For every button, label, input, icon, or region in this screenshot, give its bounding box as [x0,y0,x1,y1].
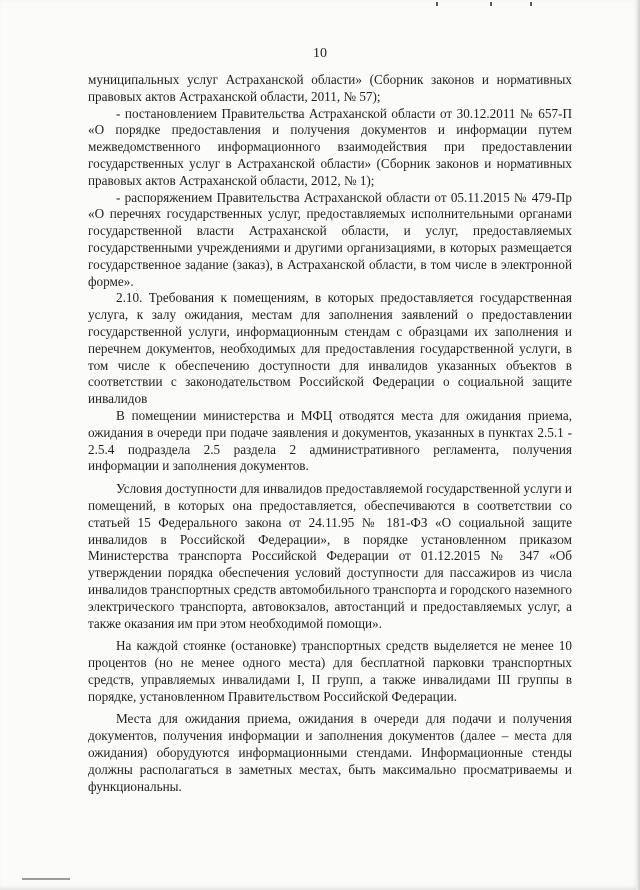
scan-marks-top [380,2,560,12]
paragraph-3: - распоряжением Правительства Астраханской области от 05.11.2015 № 479-Пр «О перечнях государственных услуг, предоставляемых исполнительными органами государственной власти Астраханской области, и услуг, предоставляемых государственными учреждениями и другими организациями, в которых размещается государственное задание (заказ), в Астраханской области, в том числе в электронной форме». [88,189,572,289]
paragraph-6: Условия доступности для инвалидов предоставляемой государственной услуги и помещений, в которых она предоставляется, обеспечиваются в соответствии со статьей 15 Федерального закона от 24.11.95 № 181-ФЗ «О социальной защите инвалидов в Российской Федерации», в порядке установленном приказом Министерства транспорта Российской Федерации от 01.12.2015 № 347 «Об утверждении порядка обеспечения условий доступности для пассажиров из числа инвалидов транспортных средств автомобильного транспорта и городского наземного электрического транспорта, автовокзалов, автостанций и предоставляемых услуг, а также оказания им при этом необходимой помощи». [88,481,572,631]
document-body [88,72,572,795]
page-number: 10 [313,46,327,61]
paragraph-5: В помещении министерства и МФЦ отводятся места для ожидания приема, ожидания в очереди при подаче заявления и документов, указанных в пунктах 2.5.1 - 2.5.4 подраздела 2.5 раздела 2 административного регламента, получения информации и заполнения документов. [88,407,572,474]
section-2-10-heading: 2.10. Требования к помещениям, в которых предоставляется государственная услуга, к залу ожидания, местам для заполнения заявлений о предоставлении государственной услуги, информационным стендам с образцами их заполнения и перечнем документов, необходимых для предоставления государственной услуги, в том числе к обеспечению доступности для инвалидов указанных объектов в соответствии с законодательством Российской Федерации о социальной защите инвалидов [88,290,572,407]
paragraph-8: Места для ожидания приема, ожидания в очереди для подачи и получения документов, получения информации и заполнения документов (далее – места для ожидания) оборудуются информационными стендами. Информационные стенды должны располагаться в заметных местах, быть максимально просматриваемы и функциональны. [88,711,572,794]
paragraph-7: На каждой стоянке (остановке) транспортных средств выделяется не менее 10 процентов (но не менее одного места) для бесплатной парковки транспортных средств, управляемых инвалидами I, II групп, а также инвалидами III группы в порядке, установленном Правительством Российской Федерации. [88,638,572,704]
paragraph-2: - постановлением Правительства Астраханской области от 30.12.2011 № 657-П «О порядке предоставления и получения документов и информации путем межведомственного информационного взаимодействия при предоставлении государственных услуг в Астраханской области» (Сборник законов и нормативных правовых актов Астраханской области, 2012, № 1); [88,105,572,188]
scan-mark-bottom [22,878,70,880]
paragraph-1: муниципальных услуг Астраханской области» (Сборник законов и нормативных правовых актов Астраханской области, 2011, № 57); [88,72,572,104]
page-edge-shadow [636,0,640,890]
